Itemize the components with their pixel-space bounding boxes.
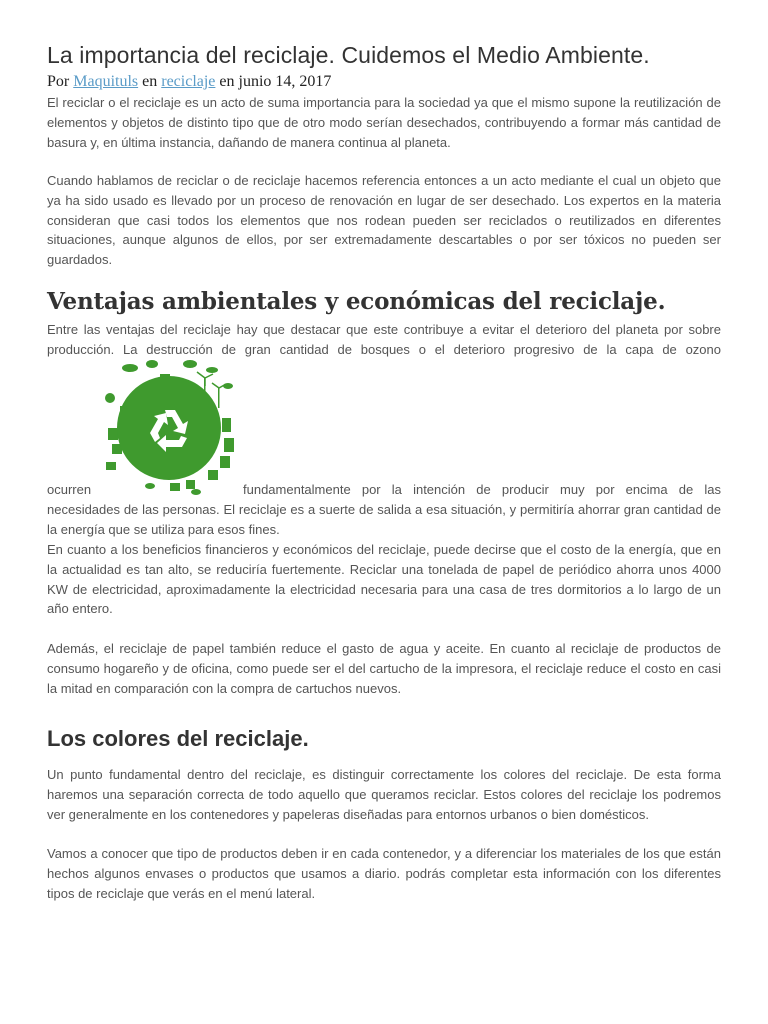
byline-date: en junio 14, 2017 [219,73,332,90]
ventajas-inline-left: ocurren [47,482,92,497]
ventajas-paragraph-beneficios: En cuanto a los beneficios financieros y económicos del reciclaje, puede decirse que el costo de la energía, que en la actualidad es tan alto, se reduciría fuertemente. Reciclar una tonelada de papel de periódico ahorra unos 4000 KW de electricidad, aproximadamente la electricidad necesaria para una casa de tres dormitorios a lo largo de un año entero. [47,542,721,617]
section-heading-ventajas: Ventajas ambientales y económicas del reciclaje. [47,288,666,315]
author-link[interactable]: Maquituls [73,73,139,90]
colores-paragraph-2: Vamos a conocer que tipo de productos deben ir en cada contenedor, y a diferenciar los materiales de los que están hechos algunos envases o productos que usamos a diario. podrás completar esta información con los diferentes tipos de reciclaje que verás en el menú lateral. [47,846,721,901]
ventajas-paragraph-ademas: Además, el reciclaje de papel también reduce el gasto de agua y aceite. En cuanto al reciclaje de productos de consumo hogareño y de oficina, como puede ser el del cartucho de la impresora, el reciclaje reduce el costo en casi la mitad en comparación con la compra de cartuchos nuevos. [47,641,721,696]
intro-paragraph-1: El reciclar o el reciclaje es un acto de suma importancia para la sociedad ya que el mismo supone la reutilización de elementos y objetos de distinto tipo que de otro modo serían desechados, contribuyendo a formar más cantidad de basura y, en última instancia, dañando de manera continua al planeta. [47,95,721,150]
recycling-globe-image [100,358,238,496]
article-title: La importancia del reciclaje. Cuidemos el Medio Ambiente. [47,42,650,68]
intro-paragraph-2: Cuando hablamos de reciclar o de reciclaje hacemos referencia entonces a un acto mediante el cual un objeto que ya ha sido usado es llevado por un proceso de renovación en lugar de ser desechado. Los expertos en la materia consideran que casi todos los elementos que nos rodean pueden ser reciclados o reutilizados en diferentes situaciones, aunque algunos de ellos, por ser extremadamente descartables o por ser tóxicos no pueden ser guardados. [47,173,721,268]
ventajas-inline-right: fundamentalmente por la intención de producir muy por encima de las [243,482,721,497]
ventajas-paragraph-after-image: necesidades de las personas. El reciclaje es a suerte de salida a esa situación, y permitiría ahorrar gran cantidad de la energía que se utiliza para esos fines. [47,502,721,537]
byline-prefix: Por [47,73,70,90]
byline-middle: en [142,73,158,90]
ventajas-paragraph-intro: Entre las ventajas del reciclaje hay que destacar que este contribuye a evitar el deterioro del planeta por sobre producción. La destrucción de gran cantidad de bosques o el deterioro progresivo de la capa de ozono [47,322,721,357]
section-heading-colores: Los colores del reciclaje. [47,726,309,751]
recycling-globe-icon [100,358,238,496]
colores-paragraph-1: Un punto fundamental dentro del reciclaje, es distinguir correctamente los colores del reciclaje. De esta forma haremos una separación correcta de todo aquello que queramos reciclar. Estos colores del reciclaje los podremos ver generalmente en los contenedores y papeleras diseñadas para entornos urbanos o bien domésticos. [47,767,721,822]
article-byline [47,73,331,91]
category-link[interactable]: reciclaje [161,73,216,90]
